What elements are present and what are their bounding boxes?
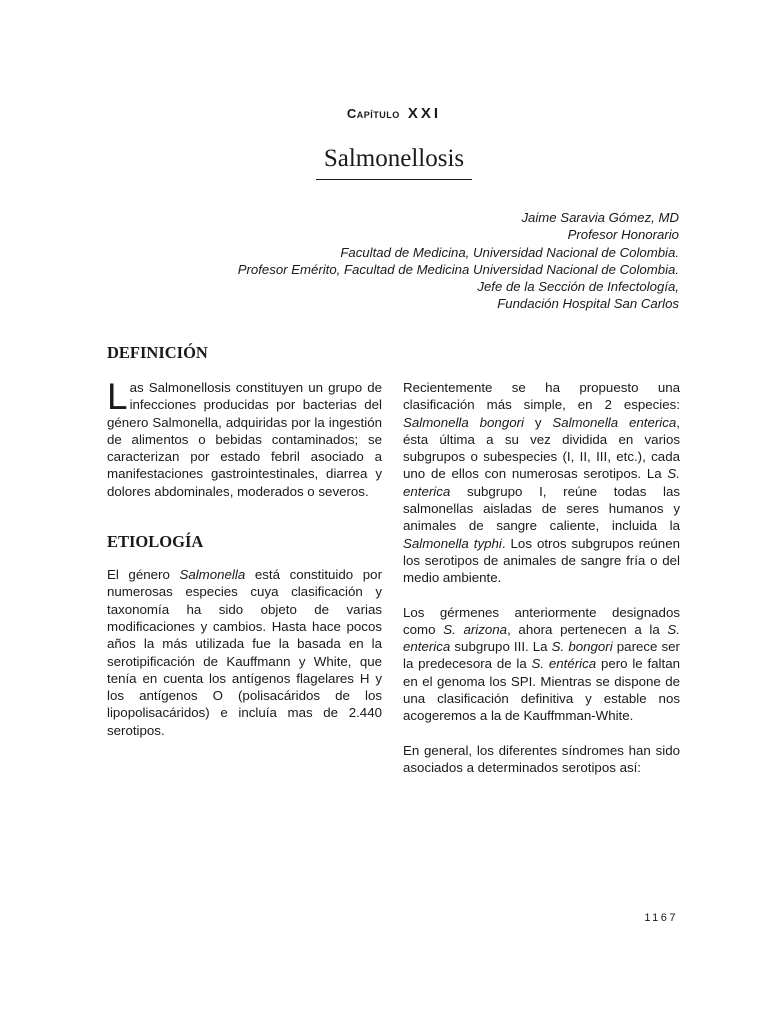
section-heading-definicion: DEFINICIÓN: [107, 343, 208, 362]
text-run-italic: S. enterica: [403, 466, 680, 499]
author-affiliation-4: Fundación Hospital San Carlos: [497, 296, 679, 312]
text-run-italic: Salmonella enterica: [552, 414, 677, 430]
text-run: Recientemente se ha propuesto una clasificación más simple, en 2 especies:: [403, 380, 680, 413]
title-underline: [316, 179, 472, 180]
definicion-text: as Salmonellosis constituyen un grupo de infecciones producidas por bacterias del género Salmonella, adquiridas por la ingestión de alimentos o bebidas contaminados; se caracterizan por estado febril asociado a manifestaciones gastrointestinales, diarrea y dolores abdominales, moderados o severos.: [107, 380, 382, 499]
text-run: subgrupo III. La: [450, 639, 552, 655]
text-run-italic: Salmonella: [179, 567, 246, 583]
text-run-italic: Salmonella typhi: [403, 535, 502, 551]
author-affiliation-3: Jefe de la Sección de Infectología,: [477, 279, 679, 295]
text-run: subgrupo I, reúne todas las salmonellas aisladas de seres humanos y animales de sangre caliente, incluida la: [403, 483, 680, 534]
text-run-italic: S. bongori: [551, 639, 613, 655]
definicion-paragraph: [107, 376, 382, 500]
chapter-number: XXI: [407, 105, 442, 122]
right-column: [403, 379, 680, 776]
author-title: Profesor Honorario: [567, 227, 679, 243]
text-run: está constituido por numerosas especies cuya clasificación y taxonomía ha sido objeto de varias modificaciones y cambios. Hasta hace pocos años la más utilizada fue la basada en la serotipificación de Kauffmann y White, que tenía en cuenta los antígenos flagelares H y los antígenos O (polisacáridos de los lipopolisacáridos) e incluía mas de 2.440 serotipos.: [107, 567, 382, 738]
germs-paragraph: [403, 604, 680, 725]
text-run: Los gérmenes anteriormente designados como: [403, 604, 680, 637]
text-run: . Los otros subgrupos reúnen los serotipos de animales de sangre fría o del medio ambiente.: [403, 535, 680, 586]
text-run: y: [524, 414, 553, 430]
author-block: [159, 209, 679, 313]
chapter-label: [0, 105, 768, 122]
left-column: [107, 343, 382, 739]
author-affiliation-2: Profesor Emérito, Facultad de Medicina Universidad Nacional de Colombia.: [237, 261, 679, 277]
etiologia-paragraph: [107, 566, 382, 739]
text-run-italic: S. entérica: [531, 656, 597, 672]
syndromes-paragraph: En general, los diferentes síndromes han sido asociados a determinados serotipos así:: [403, 742, 680, 775]
chapter-title: Salmonellosis: [323, 145, 465, 172]
page-number: 1167: [644, 912, 678, 924]
text-run: El género: [107, 567, 180, 583]
section-heading-etiologia: ETIOLOGÍA: [107, 532, 204, 552]
text-run-italic: S. arizona: [443, 621, 508, 637]
classification-paragraph: [403, 379, 680, 587]
text-run: pero le faltan en el genoma los SPI. Mientras se dispone de una clasificación definitiva y estable nos acogeremos a la de Kauffmman-White.: [403, 656, 680, 724]
text-run-italic: Salmonella bongori: [403, 414, 524, 430]
author-affiliation-1: Facultad de Medicina, Universidad Nacional de Colombia.: [340, 244, 679, 260]
text-run: , ahora pertenecen a la: [507, 621, 668, 637]
text-run-italic: S. enterica: [403, 621, 680, 655]
chapter-word: Capítulo: [346, 106, 400, 121]
author-name: Jaime Saravia Gómez, MD: [521, 210, 679, 225]
drop-cap: L: [107, 376, 128, 417]
text-run: , ésta última a su vez dividida en varios subgrupos o subespecies (I, II, III, etc.), cada uno de ellos con numerosas serotipos. La: [403, 414, 680, 482]
text-run: parece ser la predecesora de la: [403, 639, 680, 672]
